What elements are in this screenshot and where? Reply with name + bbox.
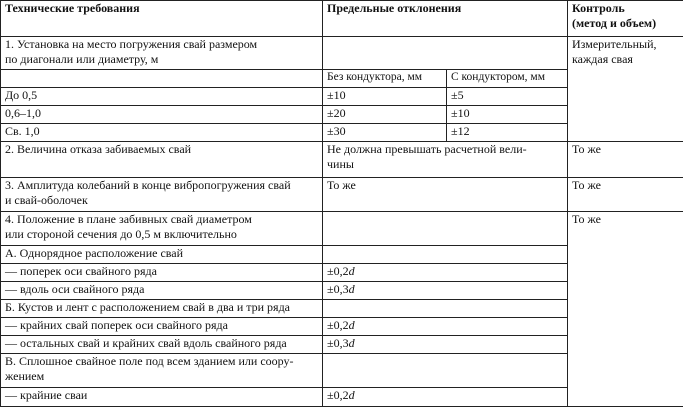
item-label: — крайних свай поперек оси свайного ряда [1,317,323,335]
deviation-value [323,335,568,353]
subheader-with-conductor: С кондуктором, мм [447,69,568,87]
header-requirements: Технические требования [1,1,323,37]
subheader-without-conductor: Без кондуктора, мм [323,69,447,87]
range-label: Св. 1,0 [1,123,323,141]
table-row [1,141,683,177]
section-a-empty [323,245,568,263]
range-with-value: ±5 [447,87,568,105]
deviation-2-text: Не должна превышать расчетной вели- чины [323,141,568,177]
deviation-variable: d [349,264,355,278]
item-label: — вдоль оси свайного ряда [1,281,323,299]
requirement-1-text: 1. Установка на место погружения свай размером по диагонали или диаметру, м [1,37,323,70]
range-label: До 0,5 [1,87,323,105]
requirement-3-text: 3. Амплитуда колебаний в конце вибропогружения свай и свай-оболочек [1,177,323,211]
deviation-coefficient: ±0,3 [327,336,349,350]
item-label: — остальных свай и крайних свай вдоль свайного ряда [1,335,323,353]
control-2-text: То же [568,141,683,177]
range-with-value: ±10 [447,105,568,123]
requirement-4-text: 4. Положение в плане забивных свай диаметром или стороной сечения до 0,5 м включительно [1,211,323,245]
range-label: 0,6–1,0 [1,105,323,123]
range-without-value: ±10 [323,87,447,105]
deviation-variable: d [349,282,355,296]
range-with-value: ±12 [447,123,568,141]
table-row [1,37,683,70]
section-b-title: Б. Кустов и лент с расположением свай в два и три ряда [1,299,323,317]
requirement-1-blank [1,69,323,87]
deviation-coefficient: ±0,2 [327,318,349,332]
section-v-title: В. Сплошное свайное поле под всем зданием или соору- жением [1,353,323,387]
control-1-text: Измерительный, каждая свая [568,37,683,142]
deviation-3-text: То же [323,177,568,211]
header-control: Контроль (метод и объем) [568,1,683,37]
section-b-empty [323,299,568,317]
deviation-1-empty [323,37,568,70]
deviation-4-empty [323,211,568,245]
control-4-text: То же [568,211,683,406]
table-row [1,211,683,245]
deviation-value [323,263,568,281]
deviation-value [323,317,568,335]
deviation-value [323,387,568,406]
range-without-value: ±30 [323,123,447,141]
range-without-value: ±20 [323,105,447,123]
section-v-empty [323,353,568,387]
deviation-variable: d [349,336,355,350]
requirement-2-text: 2. Величина отказа забиваемых свай [1,141,323,177]
header-deviations: Предельные отклонения [323,1,568,37]
control-3-text: То же [568,177,683,211]
deviation-variable: d [349,388,355,402]
table-row [1,177,683,211]
deviation-value [323,281,568,299]
deviation-variable: d [349,318,355,332]
item-label: — поперек оси свайного ряда [1,263,323,281]
item-label: — крайние сваи [1,387,323,406]
section-a-title: А. Однорядное расположение свай [1,245,323,263]
header-row [1,1,683,37]
deviation-coefficient: ±0,3 [327,282,349,296]
deviation-coefficient: ±0,2 [327,264,349,278]
deviation-coefficient: ±0,2 [327,388,349,402]
